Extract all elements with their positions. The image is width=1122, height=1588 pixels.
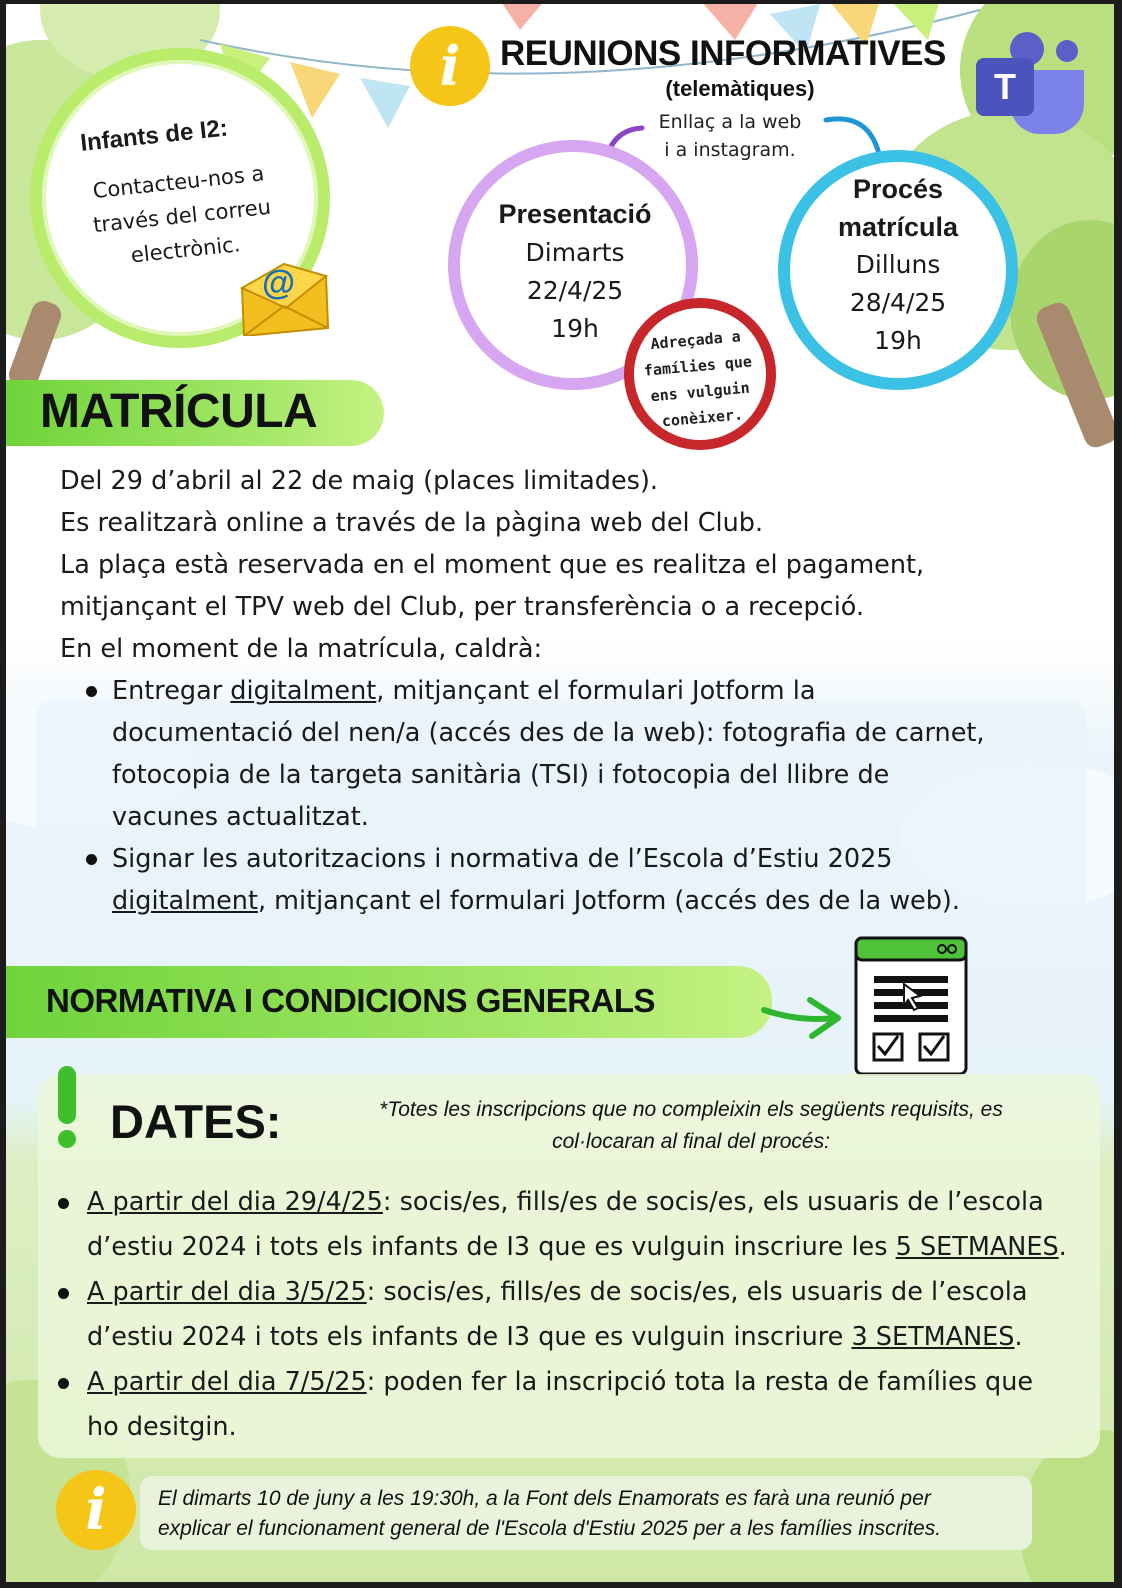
presentation-date: 22/4/25 — [526, 276, 624, 305]
footer-text: El dimarts 10 de juny a les 19:30h, a la Font dels Enamorats es farà una reunió per explicar el funcionament general de l'Escola d'Estiu 2025 per a les famílies inscrites. — [158, 1487, 942, 1540]
exclamation-icon — [54, 1066, 80, 1148]
enrolment-process-title-1: Procés — [852, 174, 944, 204]
email-envelope-icon: @ — [238, 262, 330, 336]
arrow-right-icon — [760, 992, 850, 1042]
date-item-2: A partir del dia 3/5/25: socis/es, fills/es de socis/es, els usuaris de l’escola d’estiu 2024 i tots els infants de I3 que es vulguin inscriure 3 SETMANES. — [56, 1270, 1086, 1360]
requirement-documents: Entregar digitalment, mitjançant el formulari Jotform la documentació del nen/a (accés des de la web): fotografia de carnet, fotocopia de la targeta sanitària (TSI) i fotocopia del llibre de vacunes actualitzat. — [80, 670, 1080, 838]
matricula-requirements-intro: En el moment de la matrícula, caldrà: — [60, 634, 543, 664]
matricula-heading: MATRÍCULA — [40, 385, 318, 438]
matricula-body — [60, 460, 1080, 922]
presentation-day: Dimarts — [525, 238, 625, 267]
meetings-title: REUNIONS INFORMATIVES — [500, 34, 946, 73]
date-item-1: A partir del dia 29/4/25: socis/es, fills/es de socis/es, els usuaris de l’escola d’estiu 2024 i tots els infants de I3 que es vulguin inscriure les 5 SETMANES. — [56, 1180, 1086, 1270]
enrolment-process-details — [800, 170, 996, 360]
kids-body: Contacteu-nos a través del correu electrònic. — [91, 161, 273, 268]
frame-left — [0, 0, 6, 1588]
microsoft-teams-icon: T — [970, 28, 1090, 138]
kids-title: Infants de I2: — [79, 114, 230, 157]
requirement-authorisations: Signar les autoritzacions i normativa de l’Escola d’Estiu 2025 digitalment, mitjançant el formulari Jotform (accés des de la web). — [80, 838, 1080, 922]
date-item-3: A partir del dia 7/5/25: poden fer la inscripció tota la resta de famílies que ho desitgin. — [56, 1360, 1086, 1450]
web-form-checklist-icon — [854, 936, 968, 1076]
enrolment-process-title-2: matrícula — [837, 212, 959, 242]
audience-badge-text: Adreçada a famílies que ens vulguin conèixer. — [643, 327, 753, 431]
enrolment-process-date: 28/4/25 — [849, 288, 947, 317]
footer-info-icon: i — [56, 1470, 136, 1550]
dates-heading: DATES: — [110, 1095, 282, 1148]
frame-bottom — [0, 1582, 1122, 1588]
frame-right — [1114, 0, 1122, 1588]
enrolment-process-day: Dilluns — [855, 250, 941, 279]
matricula-online: Es realitzarà online a través de la pàgina web del Club. — [60, 508, 764, 538]
meetings-subtitle: (telemàtiques) — [665, 76, 815, 101]
info-icon: i — [410, 26, 490, 106]
matricula-payment-1: La plaça està reservada en el moment que es realitza el pagament, — [60, 550, 925, 580]
normativa-heading: NORMATIVA I CONDICIONS GENERALS — [46, 982, 656, 1019]
link-note: Enllaç a la web i a instagram. — [658, 111, 802, 161]
frame-top — [0, 0, 1122, 4]
matricula-dates: Del 29 d’abril al 22 de maig (places limitades). — [60, 466, 659, 496]
presentation-title: Presentació — [498, 199, 652, 229]
dates-note: *Totes les inscripcions que no compleixin els següents requisits, es col·locaran al final del procés: — [379, 1098, 1003, 1153]
matricula-payment-2: mitjançant el TPV web del Club, per transferència o a recepció. — [60, 592, 865, 622]
dates-list — [56, 1180, 1086, 1450]
requirements-list — [80, 670, 1080, 922]
presentation-time: 19h — [551, 314, 599, 343]
enrolment-process-time: 19h — [874, 326, 922, 355]
